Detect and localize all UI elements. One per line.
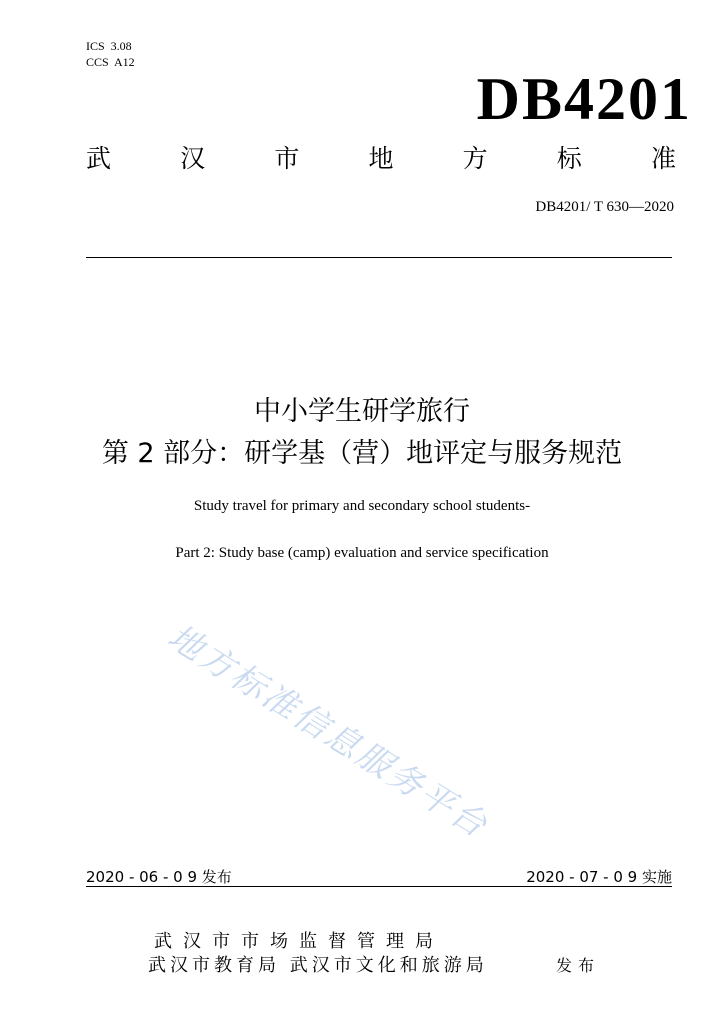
standard-code: DB4201 bbox=[476, 66, 692, 132]
standard-type-char: 方 bbox=[462, 144, 488, 173]
header-divider bbox=[86, 257, 672, 258]
release-date: 2020 - 06 - 0 9 发布 bbox=[86, 868, 232, 886]
standard-type-char: 准 bbox=[650, 144, 676, 173]
title-en-line1: Study travel for primary and secondary school students- bbox=[193, 498, 531, 514]
issuer-line2: 武汉市教育局 武汉市文化和旅游局 bbox=[148, 955, 488, 976]
standard-type-char: 标 bbox=[556, 144, 582, 173]
footer-divider bbox=[86, 886, 672, 887]
ics-code: ICS 3.08 bbox=[86, 39, 132, 53]
watermark: 地方标准信息服务平台 bbox=[160, 616, 496, 847]
publish-label: 发布 bbox=[556, 956, 601, 975]
standard-number: DB4201/ T 630—2020 bbox=[535, 199, 674, 215]
standard-type-char: 武 bbox=[86, 144, 112, 173]
standard-type bbox=[86, 142, 676, 176]
implement-date: 2020 - 07 - 0 9 实施 bbox=[526, 868, 672, 886]
title-en-line2: Part 2: Study base (camp) evaluation and service specification bbox=[175, 545, 549, 561]
classification-codes bbox=[86, 38, 135, 70]
standard-type-char: 汉 bbox=[180, 144, 206, 173]
title-cn-line2: 第 2 部分：研学基（营）地评定与服务规范 bbox=[101, 438, 623, 469]
ccs-code: CCS A12 bbox=[86, 55, 135, 69]
standard-type-char: 地 bbox=[368, 144, 394, 173]
issuer-line1: 武汉市市场监督管理局 bbox=[154, 931, 444, 952]
title-cn-line1: 中小学生研学旅行 bbox=[254, 396, 470, 427]
standard-type-char: 市 bbox=[274, 144, 300, 173]
